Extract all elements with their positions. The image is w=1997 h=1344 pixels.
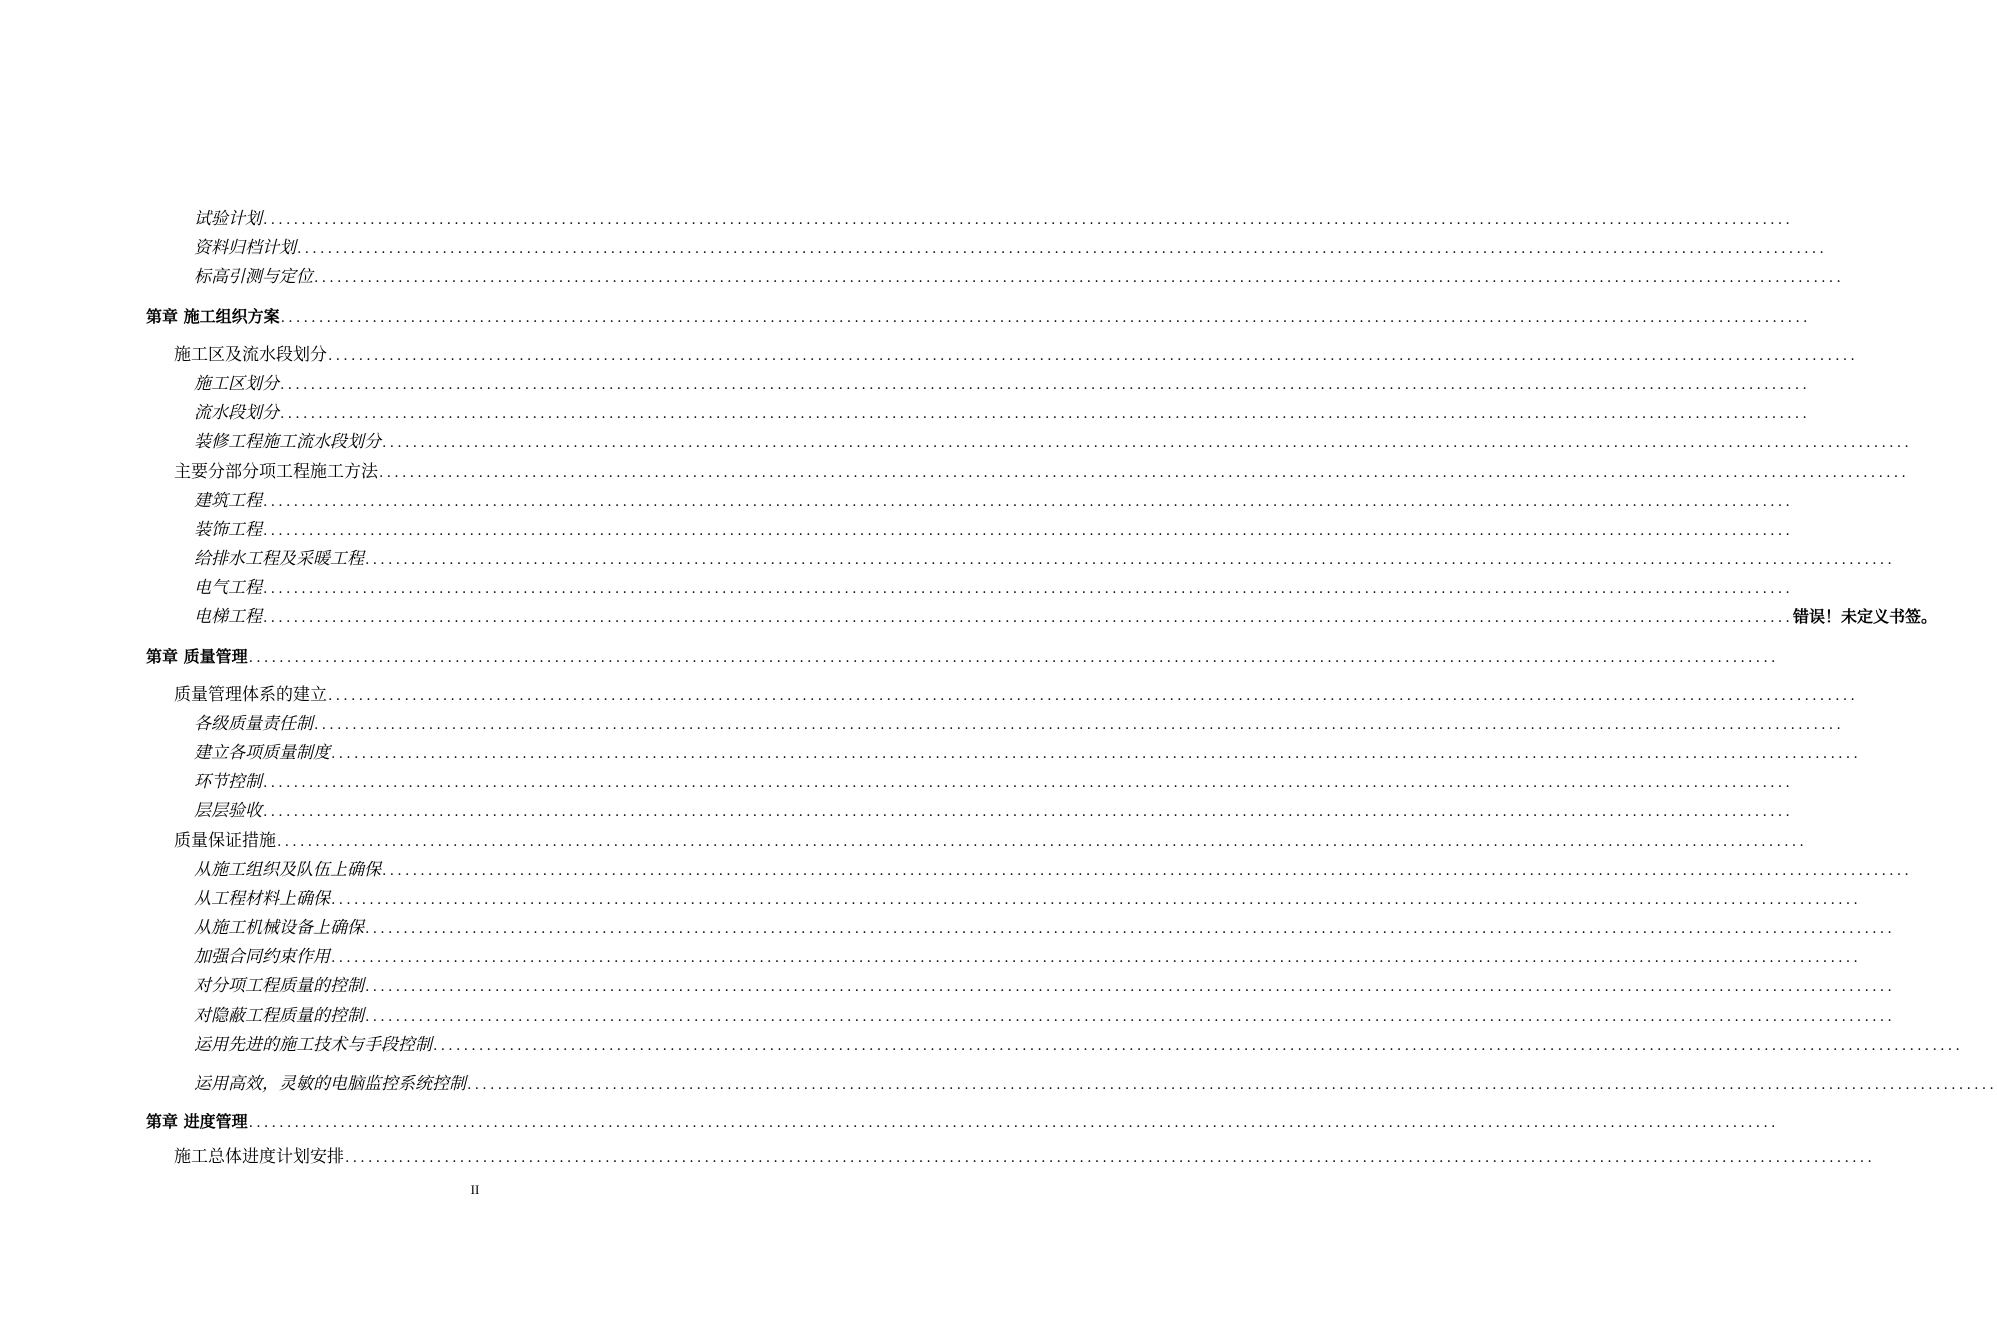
toc-entry-title: 标高引测与定位 [194,267,313,287]
toc-entry-title: 质量管理体系的建立 [174,685,327,705]
toc-entry-title: 运用先进的施工技术与手段控制 [194,1035,432,1055]
toc-leader-dots: ........................................................................................................................................................................................................ [331,746,1862,762]
toc-subsection[interactable] [194,546,1896,570]
toc-leader-dots: ........................................................................................................................................................................................................ [365,1009,1896,1025]
page-number: II [470,1182,480,1197]
toc-leader-dots: ........................................................................................................................................................................................................ [365,552,1896,568]
toc-leader-dots: ........................................................................................................................................................................................................ [263,610,1794,626]
toc-entry-title: 质量保证措施 [174,831,276,851]
toc-entry-title: 各级质量责任制 [194,714,313,734]
toc-leader-dots: ........................................................................................................................................................................................................ [263,804,1794,820]
toc-subsection[interactable] [194,264,1845,288]
toc-leader-dots: ........................................................................................................................................................................................................ [433,1038,1964,1054]
toc-subsection[interactable] [194,915,1896,939]
toc-leader-dots: ........................................................................................................................................................................................................ [382,863,1913,879]
toc-entry-title: 建筑工程 [194,491,262,511]
toc-leader-dots: ........................................................................................................................................................................................................ [263,494,1794,510]
toc-subsection[interactable] [194,517,1794,541]
toc-section[interactable] [174,828,1808,852]
toc-subsection[interactable] [194,604,1938,628]
toc-leader-dots: ........................................................................................................................................................................................................ [331,950,1862,966]
toc-leader-dots: ........................................................................................................................................................................................................ [297,241,1828,257]
toc-chapter[interactable] [146,304,1811,328]
toc-entry-title: 对隐蔽工程质量的控制 [194,1006,364,1026]
toc-entry-title: 层层验收 [194,801,262,821]
toc-entry-title: 施工区划分 [194,374,279,394]
toc-entry-title: 第章 进度管理 [146,1112,248,1131]
toc-subsection[interactable] [194,711,1845,735]
toc-subsection[interactable] [194,944,1862,968]
toc-entry-title: 第章 质量管理 [146,647,248,666]
toc-leader-dots: ........................................................................................................................................................................................................ [379,465,1910,481]
toc-leader-dots: ........................................................................................................................................................................................................ [280,377,1811,393]
toc-entry-page: 错误！未定义书签。 [1793,607,1938,626]
toc-leader-dots: ........................................................................................................................................................................................................ [280,310,1811,326]
toc-leader-dots: ........................................................................................................................................................................................................ [280,406,1811,422]
toc-entry-title: 电气工程 [194,578,262,598]
toc-subsection[interactable] [194,488,1794,512]
toc-leader-dots: ........................................................................................................................................................................................................ [365,979,1896,995]
toc-subsection[interactable] [194,206,1794,230]
toc-entry-title: 对分项工程质量的控制 [194,976,364,996]
toc-subsection[interactable] [194,740,1862,764]
toc-leader-dots: ........................................................................................................................................................................................................ [328,348,1859,364]
toc-subsection[interactable] [194,973,1896,997]
toc-subsection[interactable] [194,769,1794,793]
toc-entry-title: 从施工机械设备上确保 [194,918,364,938]
toc-subsection[interactable] [194,886,1862,910]
toc-subsection[interactable] [194,575,1794,599]
toc-subsection[interactable] [194,798,1794,822]
toc-leader-dots: ........................................................................................................................................................................................................ [365,921,1896,937]
toc-entry-title: 施工区及流水段划分 [174,345,327,365]
toc-subsection[interactable] [194,1071,1997,1095]
toc-subsection[interactable] [194,400,1811,424]
toc-entry-title: 从工程材料上确保 [194,889,330,909]
toc-leader-dots: ........................................................................................................................................................................................................ [263,775,1794,791]
toc-section[interactable] [174,342,1859,366]
toc-entry-title: 试验计划 [194,209,262,229]
toc-subsection[interactable] [194,371,1811,395]
toc-entry-title: 运用高效，灵敏的电脑监控系统控制 [194,1074,466,1094]
toc-subsection[interactable] [194,857,1913,881]
toc-entry-title: 环节控制 [194,772,262,792]
toc-leader-dots: ........................................................................................................................................................................................................ [331,892,1862,908]
toc-entry-title: 给排水工程及采暖工程 [194,549,364,569]
toc-subsection[interactable] [194,1032,1964,1056]
toc-section[interactable] [174,1144,1876,1168]
toc-subsection[interactable] [194,235,1828,259]
toc-entry-title: 加强合同约束作用 [194,947,330,967]
toc-leader-dots: ........................................................................................................................................................................................................ [263,212,1794,228]
toc-entry-title: 施工总体进度计划安排 [174,1147,344,1167]
toc-entry-title: 建立各项质量制度 [194,743,330,763]
toc-chapter[interactable] [146,1109,1779,1133]
toc-section[interactable] [174,682,1859,706]
toc-chapter[interactable] [146,644,1779,668]
toc-leader-dots: ........................................................................................................................................................................................................ [328,688,1859,704]
toc-leader-dots: ........................................................................................................................................................................................................ [345,1150,1876,1166]
toc-leader-dots: ........................................................................................................................................................................................................ [263,523,1794,539]
toc-subsection[interactable] [194,1003,1896,1027]
toc-leader-dots: ........................................................................................................................................................................................................ [467,1077,1997,1093]
toc-leader-dots: ........................................................................................................................................................................................................ [248,650,1779,666]
toc-leader-dots: ........................................................................................................................................................................................................ [314,270,1845,286]
toc-entry-title: 流水段划分 [194,403,279,423]
toc-leader-dots: ........................................................................................................................................................................................................ [382,435,1913,451]
toc-leader-dots: ........................................................................................................................................................................................................ [263,581,1794,597]
toc-entry-title: 从施工组织及队伍上确保 [194,860,381,880]
toc-entry-title: 电梯工程 [194,607,262,627]
toc-leader-dots: ........................................................................................................................................................................................................ [277,834,1808,850]
toc-section[interactable] [174,459,1910,483]
toc-entry-title: 装饰工程 [194,520,262,540]
toc-leader-dots: ........................................................................................................................................................................................................ [314,717,1845,733]
toc-entry-title: 主要分部分项工程施工方法 [174,462,378,482]
toc-subsection[interactable] [194,429,1913,453]
toc-entry-title: 第章 施工组织方案 [146,307,280,326]
toc-entry-title: 资料归档计划 [194,238,296,258]
toc-leader-dots: ........................................................................................................................................................................................................ [248,1115,1779,1131]
toc-entry-title: 装修工程施工流水段划分 [194,432,381,452]
